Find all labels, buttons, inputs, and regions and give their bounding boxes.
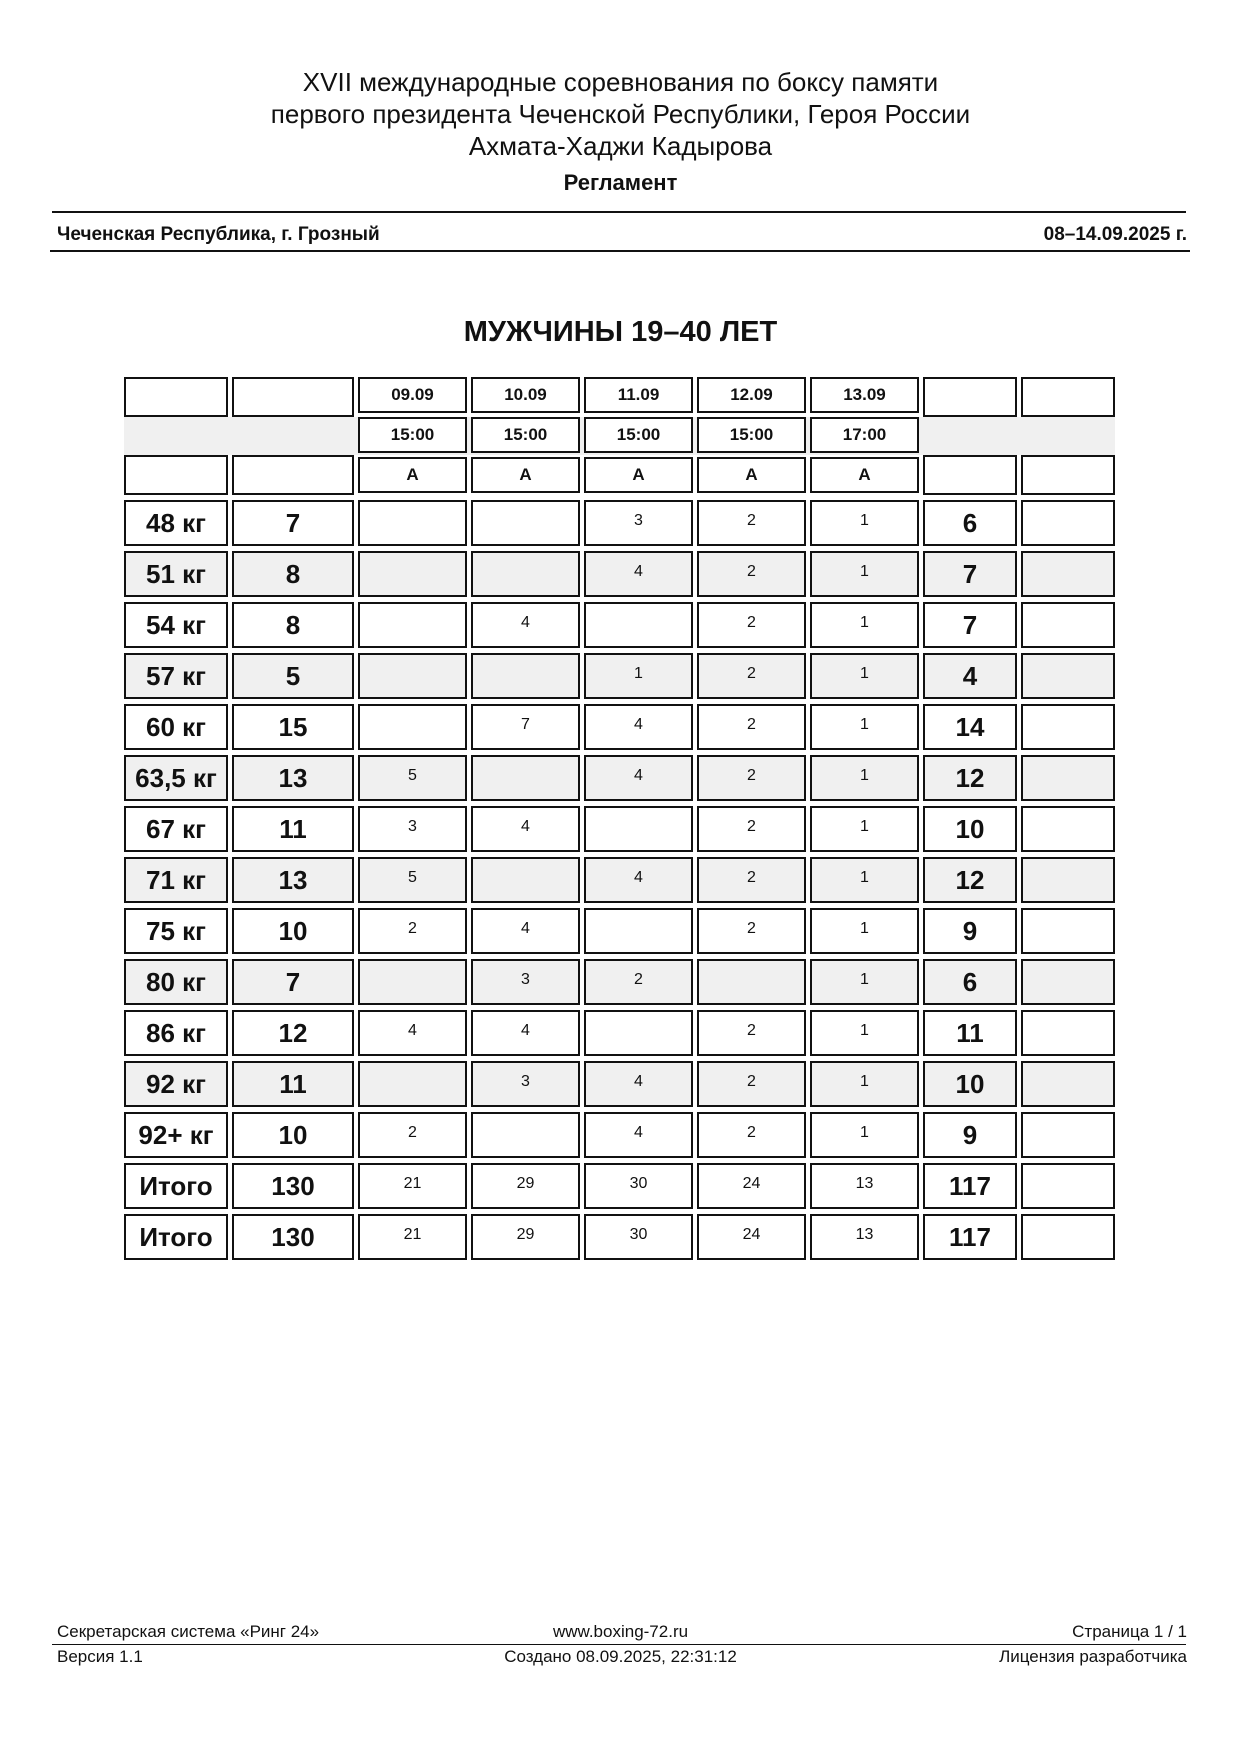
bouts-cell bbox=[584, 908, 693, 954]
weight-class-cell: 92 кг bbox=[124, 1061, 228, 1107]
bouts-cell: 1 bbox=[810, 806, 919, 852]
blank-cell bbox=[1021, 1010, 1115, 1056]
bouts-cell: 2 bbox=[697, 1010, 806, 1056]
participants-cell: 8 bbox=[232, 551, 354, 597]
title-line: Ахмата-Хаджи Кадырова bbox=[468, 131, 773, 161]
weight-class-cell: Итого bbox=[124, 1214, 228, 1260]
total-bouts-cell: 10 bbox=[923, 1061, 1017, 1107]
participants-cell: 8 bbox=[232, 602, 354, 648]
bouts-cell: 29 bbox=[471, 1214, 580, 1260]
weight-class-cell: 51 кг bbox=[124, 551, 228, 597]
participants-cell: 7 bbox=[232, 959, 354, 1005]
bouts-cell: 1 bbox=[810, 755, 919, 801]
bouts-cell: 2 bbox=[697, 653, 806, 699]
bouts-cell: 1 bbox=[810, 1061, 919, 1107]
participants-cell: 11 bbox=[232, 806, 354, 852]
bouts-cell: 1 bbox=[810, 1112, 919, 1158]
bouts-cell: 2 bbox=[697, 500, 806, 546]
participants-cell: 5 bbox=[232, 653, 354, 699]
weight-class-cell: 54 кг bbox=[124, 602, 228, 648]
footer-created: Создано 08.09.2025, 22:31:12 bbox=[504, 1647, 737, 1666]
bouts-cell: 21 bbox=[358, 1214, 467, 1260]
blank-cell bbox=[1021, 1163, 1115, 1209]
bouts-cell bbox=[471, 551, 580, 597]
participants-cell: 12 bbox=[232, 1010, 354, 1056]
blank-cell bbox=[1021, 755, 1115, 801]
bouts-cell: 1 bbox=[584, 653, 693, 699]
header-blank-cell bbox=[1021, 455, 1115, 495]
bouts-cell: 2 bbox=[697, 806, 806, 852]
participants-cell: 11 bbox=[232, 1061, 354, 1107]
header-ring: A bbox=[584, 457, 693, 493]
bouts-cell: 2 bbox=[697, 602, 806, 648]
bouts-cell bbox=[471, 755, 580, 801]
participants-cell: 13 bbox=[232, 857, 354, 903]
bouts-cell bbox=[697, 959, 806, 1005]
bouts-cell bbox=[584, 806, 693, 852]
blank-cell bbox=[1021, 653, 1115, 699]
header-time: 15:00 bbox=[358, 417, 467, 453]
participants-cell: 130 bbox=[232, 1214, 354, 1260]
participants-cell: 13 bbox=[232, 755, 354, 801]
blank-cell bbox=[1021, 1061, 1115, 1107]
header-date: 13.09 bbox=[810, 377, 919, 413]
weight-class-cell: 67 кг bbox=[124, 806, 228, 852]
bouts-cell: 3 bbox=[584, 500, 693, 546]
bouts-cell: 4 bbox=[584, 551, 693, 597]
weight-class-cell: 71 кг bbox=[124, 857, 228, 903]
bouts-cell: 2 bbox=[697, 857, 806, 903]
blank-cell bbox=[1021, 959, 1115, 1005]
bouts-cell: 4 bbox=[358, 1010, 467, 1056]
header-ring: A bbox=[697, 457, 806, 493]
bouts-cell: 3 bbox=[471, 1061, 580, 1107]
total-bouts-cell: 12 bbox=[923, 755, 1017, 801]
bouts-cell: 2 bbox=[358, 1112, 467, 1158]
bouts-cell: 2 bbox=[697, 704, 806, 750]
total-bouts-cell: 10 bbox=[923, 806, 1017, 852]
bouts-cell: 4 bbox=[471, 806, 580, 852]
header-blank-cell bbox=[923, 377, 1017, 417]
header-bottom-rule bbox=[50, 250, 1190, 252]
bouts-cell: 7 bbox=[471, 704, 580, 750]
bouts-cell: 4 bbox=[471, 1010, 580, 1056]
document-title bbox=[0, 66, 1241, 162]
bouts-cell: 2 bbox=[697, 1112, 806, 1158]
bouts-cell: 1 bbox=[810, 1010, 919, 1056]
bouts-cell: 2 bbox=[697, 1061, 806, 1107]
bouts-cell: 4 bbox=[584, 704, 693, 750]
blank-cell bbox=[1021, 500, 1115, 546]
bouts-cell: 4 bbox=[584, 1061, 693, 1107]
blank-cell bbox=[1021, 704, 1115, 750]
bouts-cell: 4 bbox=[584, 755, 693, 801]
title-line: первого президента Чеченской Республики, Героя России bbox=[270, 99, 971, 129]
bouts-cell: 1 bbox=[810, 551, 919, 597]
bouts-cell: 2 bbox=[697, 551, 806, 597]
bouts-cell bbox=[358, 959, 467, 1005]
bouts-cell bbox=[471, 857, 580, 903]
header-time: 17:00 bbox=[810, 417, 919, 453]
bouts-cell: 5 bbox=[358, 755, 467, 801]
bouts-cell: 3 bbox=[358, 806, 467, 852]
bouts-cell bbox=[358, 551, 467, 597]
section-title: МУЖЧИНЫ 19–40 ЛЕТ bbox=[463, 316, 778, 348]
title-line: XVII международные соревнования по боксу памяти bbox=[302, 67, 939, 97]
total-bouts-cell: 14 bbox=[923, 704, 1017, 750]
header-blank-cell bbox=[232, 377, 354, 417]
bouts-cell: 1 bbox=[810, 908, 919, 954]
total-bouts-cell: 12 bbox=[923, 857, 1017, 903]
bouts-cell: 13 bbox=[810, 1163, 919, 1209]
bouts-cell: 1 bbox=[810, 500, 919, 546]
blank-cell bbox=[1021, 1214, 1115, 1260]
bouts-cell bbox=[358, 500, 467, 546]
footer-license: Лицензия разработчика bbox=[999, 1647, 1187, 1666]
header-blank-cell bbox=[124, 455, 228, 495]
bouts-cell: 24 bbox=[697, 1163, 806, 1209]
header-time: 15:00 bbox=[471, 417, 580, 453]
bouts-cell: 1 bbox=[810, 704, 919, 750]
bouts-cell bbox=[358, 602, 467, 648]
total-bouts-cell: 11 bbox=[923, 1010, 1017, 1056]
bouts-cell bbox=[358, 653, 467, 699]
participants-cell: 15 bbox=[232, 704, 354, 750]
blank-cell bbox=[1021, 602, 1115, 648]
bouts-cell bbox=[471, 500, 580, 546]
total-bouts-cell: 7 bbox=[923, 602, 1017, 648]
bouts-cell bbox=[358, 1061, 467, 1107]
weight-class-cell: 57 кг bbox=[124, 653, 228, 699]
footer-page: Страница 1 / 1 bbox=[1072, 1622, 1187, 1641]
bouts-cell: 30 bbox=[584, 1214, 693, 1260]
total-bouts-cell: 4 bbox=[923, 653, 1017, 699]
bouts-cell: 2 bbox=[697, 908, 806, 954]
bouts-cell: 21 bbox=[358, 1163, 467, 1209]
total-bouts-cell: 117 bbox=[923, 1214, 1017, 1260]
participants-cell: 130 bbox=[232, 1163, 354, 1209]
header-date: 12.09 bbox=[697, 377, 806, 413]
bouts-cell bbox=[471, 653, 580, 699]
blank-cell bbox=[1021, 551, 1115, 597]
header-date: 11.09 bbox=[584, 377, 693, 413]
header-date: 09.09 bbox=[358, 377, 467, 413]
header-ring: A bbox=[471, 457, 580, 493]
header-time: 15:00 bbox=[584, 417, 693, 453]
total-bouts-cell: 6 bbox=[923, 959, 1017, 1005]
total-bouts-cell: 117 bbox=[923, 1163, 1017, 1209]
bouts-cell: 4 bbox=[471, 602, 580, 648]
bouts-cell: 3 bbox=[471, 959, 580, 1005]
weight-class-cell: 86 кг bbox=[124, 1010, 228, 1056]
bouts-cell bbox=[358, 704, 467, 750]
blank-cell bbox=[1021, 857, 1115, 903]
bouts-cell: 24 bbox=[697, 1214, 806, 1260]
header-ring: A bbox=[358, 457, 467, 493]
bouts-cell: 1 bbox=[810, 602, 919, 648]
weight-class-cell: 80 кг bbox=[124, 959, 228, 1005]
total-bouts-cell: 9 bbox=[923, 908, 1017, 954]
total-bouts-cell: 6 bbox=[923, 500, 1017, 546]
participants-cell: 7 bbox=[232, 500, 354, 546]
weight-class-cell: 48 кг bbox=[124, 500, 228, 546]
header-ring: A bbox=[810, 457, 919, 493]
bouts-cell: 5 bbox=[358, 857, 467, 903]
bouts-cell bbox=[584, 1010, 693, 1056]
header-blank-cell bbox=[923, 455, 1017, 495]
footer-website[interactable]: www.boxing-72.ru bbox=[552, 1622, 689, 1641]
event-dates: 08–14.09.2025 г. bbox=[1043, 224, 1187, 245]
total-bouts-cell: 7 bbox=[923, 551, 1017, 597]
blank-cell bbox=[1021, 908, 1115, 954]
header-time: 15:00 bbox=[697, 417, 806, 453]
bouts-cell: 1 bbox=[810, 959, 919, 1005]
bouts-cell: 2 bbox=[358, 908, 467, 954]
header-blank-cell bbox=[124, 377, 228, 417]
bouts-cell: 4 bbox=[584, 1112, 693, 1158]
footer-version: Версия 1.1 bbox=[57, 1647, 143, 1666]
weight-class-cell: 63,5 кг bbox=[124, 755, 228, 801]
header-blank-cell bbox=[1021, 377, 1115, 417]
bouts-cell: 30 bbox=[584, 1163, 693, 1209]
total-bouts-cell: 9 bbox=[923, 1112, 1017, 1158]
bouts-cell: 29 bbox=[471, 1163, 580, 1209]
header-blank-cell bbox=[232, 455, 354, 495]
bouts-cell: 4 bbox=[584, 857, 693, 903]
document-subtitle: Регламент bbox=[563, 170, 678, 195]
blank-cell bbox=[1021, 1112, 1115, 1158]
bouts-cell: 4 bbox=[471, 908, 580, 954]
footer-rule bbox=[52, 1644, 1186, 1645]
participants-cell: 10 bbox=[232, 1112, 354, 1158]
footer-system: Секретарская система «Ринг 24» bbox=[57, 1622, 320, 1641]
weight-class-cell: 92+ кг bbox=[124, 1112, 228, 1158]
weight-class-cell: 60 кг bbox=[124, 704, 228, 750]
weight-class-cell: 75 кг bbox=[124, 908, 228, 954]
top-rule bbox=[52, 211, 1186, 213]
participants-cell: 10 bbox=[232, 908, 354, 954]
bouts-cell: 1 bbox=[810, 857, 919, 903]
bouts-cell bbox=[584, 602, 693, 648]
blank-cell bbox=[1021, 806, 1115, 852]
header-date: 10.09 bbox=[471, 377, 580, 413]
bouts-cell: 2 bbox=[697, 755, 806, 801]
bouts-cell: 1 bbox=[810, 653, 919, 699]
weight-class-cell: Итого bbox=[124, 1163, 228, 1209]
bouts-cell: 2 bbox=[584, 959, 693, 1005]
event-place: Чеченская Республика, г. Грозный bbox=[57, 224, 380, 245]
bouts-cell: 13 bbox=[810, 1214, 919, 1260]
bouts-cell bbox=[471, 1112, 580, 1158]
